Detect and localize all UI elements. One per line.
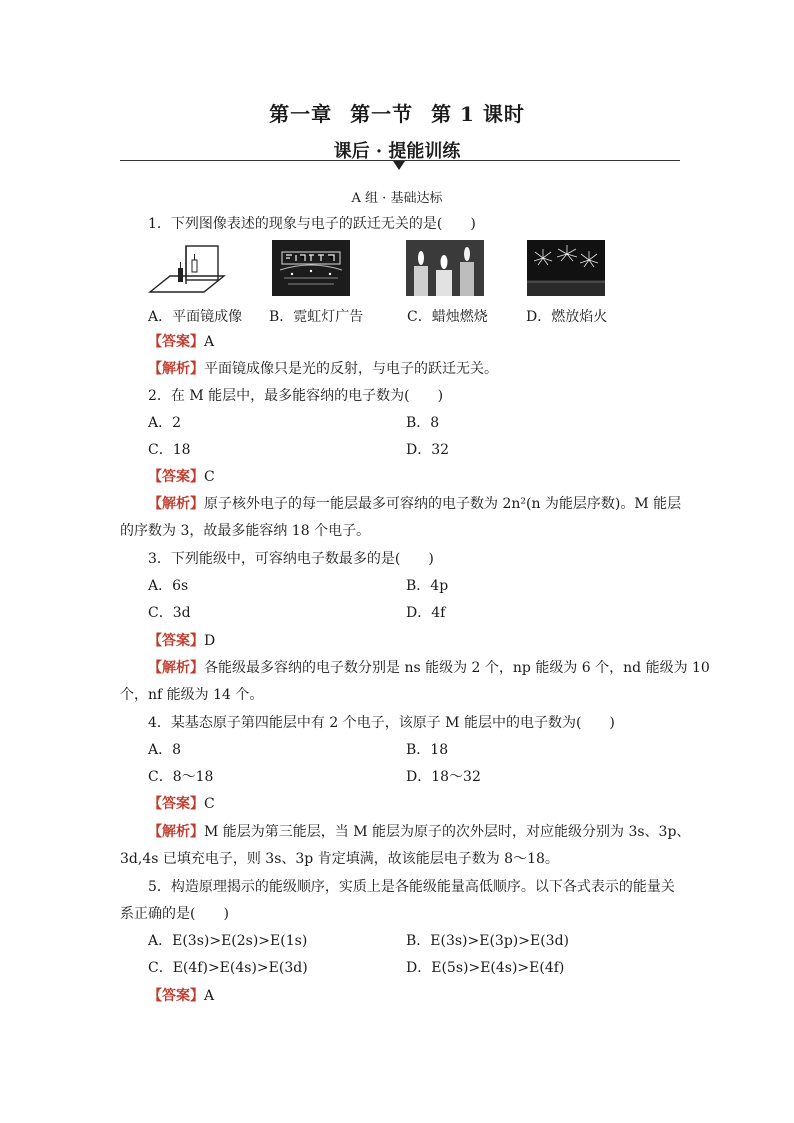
- question-3-option-d: D．4f: [406, 605, 446, 621]
- triangle-marker-icon: [393, 161, 405, 170]
- explanation-tag: 【解析】: [148, 496, 204, 512]
- section-label: 第一节: [350, 102, 414, 126]
- question-5-stem-cont: 系正确的是( ): [120, 906, 229, 922]
- question-2-explanation-cont: 的序数为 3，故最多能容纳 18 个电子。: [120, 523, 371, 539]
- answer-tag: 【答案】: [148, 796, 204, 812]
- question-2-answer: [148, 467, 215, 487]
- question-3-option-c: C．3d: [148, 605, 191, 621]
- answer-value: A: [204, 988, 215, 1004]
- question-1-option-a: A．平面镜成像: [148, 309, 243, 325]
- question-4-answer: [148, 794, 215, 814]
- question-2-option-a: A．2: [148, 415, 182, 431]
- question-4-option-a: A．8: [148, 742, 182, 758]
- group-heading: A 组 · 基础达标: [351, 191, 443, 206]
- question-5-option-b: B．E(3s)>E(3p)>E(3d): [406, 933, 570, 949]
- question-1-option-d: D．燃放焰火: [526, 309, 608, 325]
- question-1-option-b: B．霓虹灯广告: [269, 309, 364, 325]
- answer-value: C: [204, 796, 215, 812]
- lesson-title: [0, 98, 794, 127]
- explanation-text: 原子核外电子的每一能层最多可容纳的电子数为 2n²(n 为能层序数)。M 能层: [204, 496, 682, 512]
- question-3-option-a: A．6s: [148, 578, 189, 594]
- chapter-label: 第一章: [269, 102, 333, 126]
- answer-tag: 【答案】: [148, 334, 204, 350]
- fireworks-image: [527, 240, 605, 296]
- question-4-explanation-cont: 3d,4s 已填充电子，则 3s、3p 肯定填满，故该能层电子数为 8～18。: [120, 851, 559, 867]
- question-4-explanation: [148, 822, 690, 842]
- question-2-option-d: D．32: [406, 442, 450, 458]
- question-5-answer: [148, 986, 214, 1006]
- explanation-tag: 【解析】: [148, 361, 204, 377]
- question-4-option-b: B．18: [406, 742, 449, 758]
- explanation-tag: 【解析】: [148, 660, 204, 676]
- question-1-answer: [148, 332, 214, 352]
- question-5-option-a: A．E(3s)>E(2s)>E(1s): [148, 933, 308, 949]
- answer-value: D: [204, 633, 216, 649]
- explanation-text: M 能层为第三能层，当 M 能层为原子的次外层时，对应能级分别为 3s、3p、: [204, 824, 691, 840]
- question-3-option-b: B．4p: [406, 578, 449, 594]
- question-5-option-c: C．E(4f)>E(4s)>E(3d): [148, 960, 308, 976]
- question-3-stem: 3．下列能级中，可容纳电子数最多的是( ): [148, 551, 434, 567]
- candle-image: [406, 240, 484, 296]
- explanation-text: 平面镜成像只是光的反射，与电子的跃迁无关。: [204, 361, 498, 377]
- question-3-explanation: [148, 658, 710, 678]
- question-2-explanation: [148, 494, 681, 514]
- question-4-option-d: D．18～32: [406, 769, 481, 785]
- answer-tag: 【答案】: [148, 988, 204, 1004]
- mirror-image: [148, 240, 226, 296]
- answer-value: A: [204, 334, 215, 350]
- answer-tag: 【答案】: [148, 469, 204, 485]
- answer-value: C: [204, 469, 215, 485]
- question-1-stem: 1．下列图像表述的现象与电子的跃迁无关的是( ): [148, 216, 476, 232]
- question-3-answer: [148, 631, 215, 651]
- question-3-explanation-cont: 个，nf 能级为 14 个。: [120, 687, 264, 703]
- neon-sign-image: [272, 240, 350, 296]
- question-2-stem: 2．在 M 能层中，最多能容纳的电子数为( ): [148, 388, 444, 404]
- lesson-label: 第 1 课时: [431, 102, 525, 126]
- question-5-stem: 5．构造原理揭示的能级顺序，实质上是各能级能量高低顺序。以下各式表示的能量关: [148, 879, 675, 895]
- explanation-text: 各能级最多容纳的电子数分别是 ns 能级为 2 个，np 能级为 6 个，nd 能级为 10: [204, 660, 710, 676]
- question-1-option-c: C．蜡烛燃烧: [407, 309, 488, 325]
- question-1-explanation: [148, 359, 498, 379]
- answer-tag: 【答案】: [148, 633, 204, 649]
- page-subtitle: 课后 · 提能训练: [333, 141, 461, 162]
- question-2-option-c: C．18: [148, 442, 191, 458]
- question-2-option-b: B．8: [406, 415, 440, 431]
- question-4-stem: 4．某基态原子第四能层中有 2 个电子，该原子 M 能层中的电子数为( ): [148, 715, 615, 731]
- question-5-option-d: D．E(5s)>E(4s)>E(4f): [406, 960, 565, 976]
- question-4-option-c: C．8～18: [148, 769, 214, 785]
- explanation-tag: 【解析】: [148, 824, 204, 840]
